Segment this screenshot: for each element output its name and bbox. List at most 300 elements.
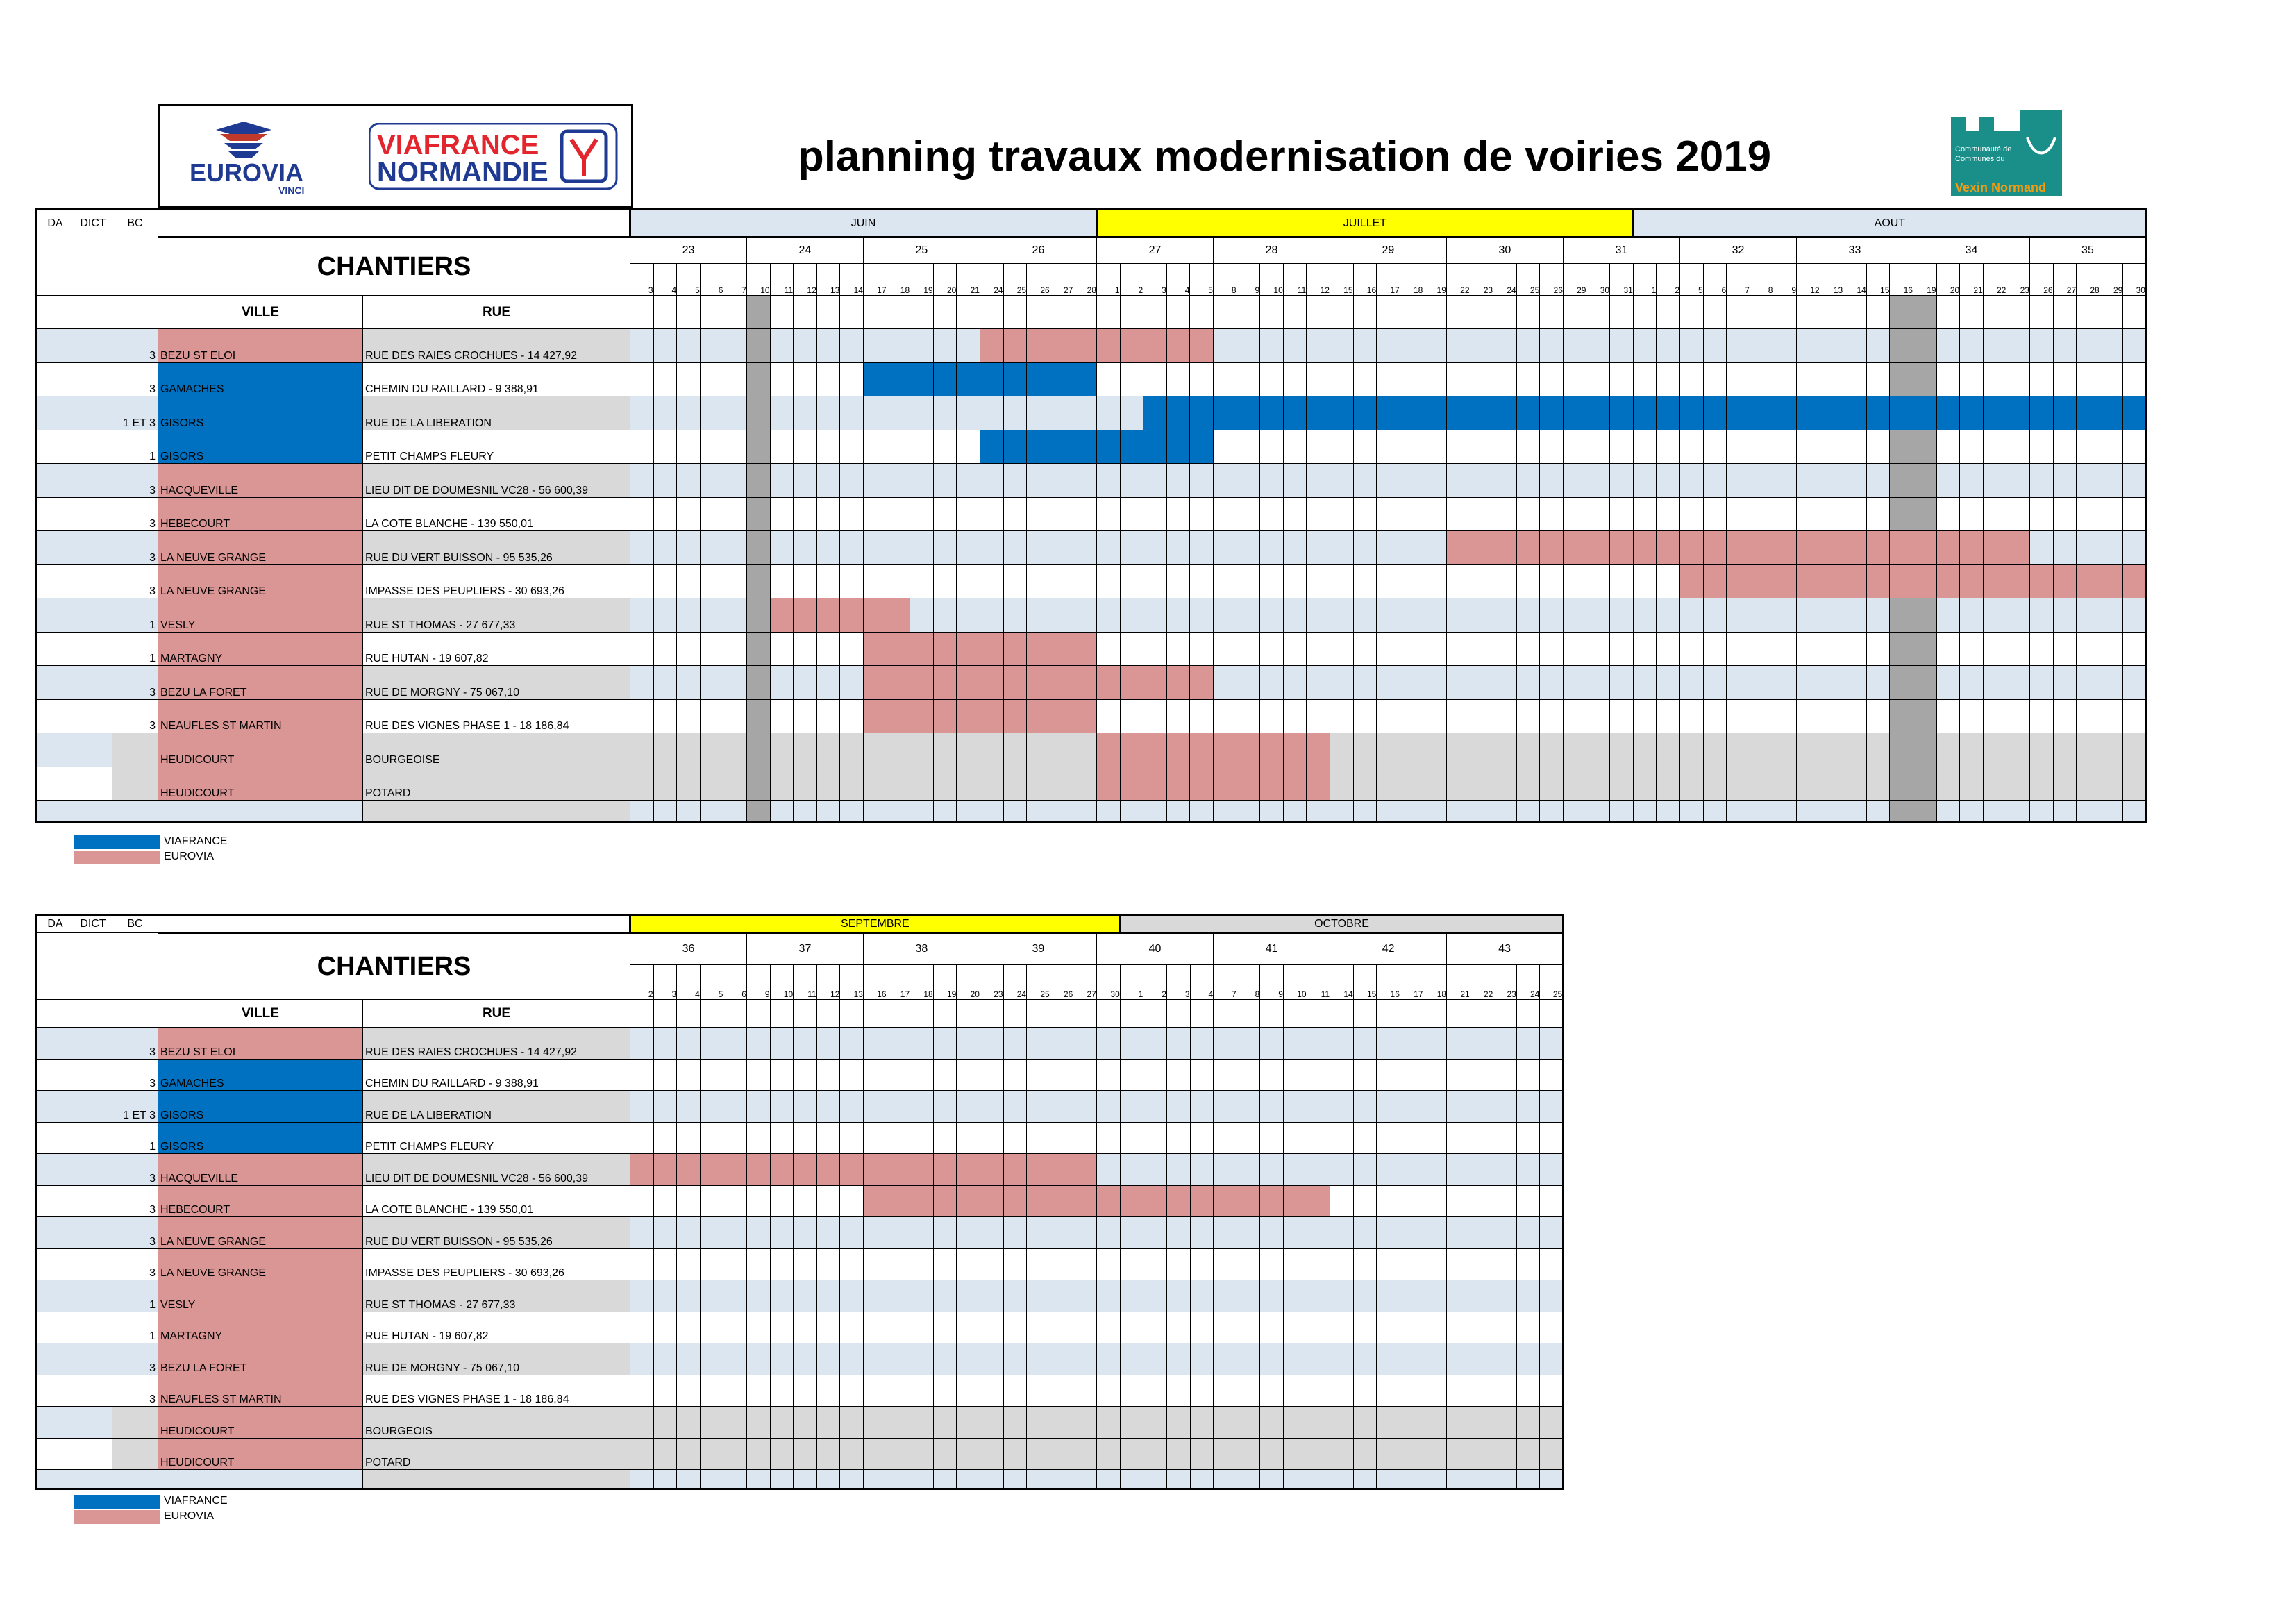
day-cell	[1913, 296, 1936, 329]
rue-cell: RUE DU VERT BUISSON - 95 535,26	[363, 531, 630, 565]
schedule-cell	[1027, 362, 1050, 396]
schedule-cell	[746, 1059, 770, 1091]
schedule-cell	[794, 564, 817, 598]
schedule-cell	[1680, 329, 1704, 363]
day-number: 8	[1237, 965, 1260, 1000]
schedule-cell	[1586, 396, 1610, 430]
schedule-cell	[1470, 1470, 1493, 1489]
schedule-cell	[816, 1122, 840, 1154]
schedule-cell	[1516, 699, 1540, 733]
schedule-cell	[1283, 1407, 1307, 1439]
schedule-cell	[1493, 497, 1517, 531]
day-cell	[1540, 296, 1564, 329]
schedule-cell	[1096, 1154, 1120, 1186]
day-cell	[653, 1000, 677, 1028]
schedule-cell	[1913, 666, 1936, 700]
schedule-cell	[1353, 396, 1377, 430]
schedule-cell	[2029, 464, 2053, 498]
schedule-cell	[980, 1154, 1003, 1186]
schedule-cell	[1727, 767, 1750, 801]
schedule-cell	[2077, 362, 2100, 396]
header-empty	[112, 237, 158, 296]
schedule-cell	[1073, 1154, 1097, 1186]
schedule-cell	[700, 564, 723, 598]
site-row	[36, 666, 2147, 700]
schedule-cell	[1190, 1185, 1214, 1217]
schedule-cell	[1283, 396, 1307, 430]
schedule-cell	[2006, 430, 2030, 464]
schedule-cell	[630, 1343, 654, 1375]
schedule-cell	[1866, 632, 1890, 666]
schedule-cell	[1493, 1217, 1517, 1249]
schedule-cell	[980, 801, 1003, 822]
schedule-cell	[1423, 801, 1447, 822]
schedule-cell	[1586, 666, 1610, 700]
schedule-cell	[1470, 632, 1493, 666]
schedule-cell	[770, 1375, 794, 1407]
schedule-cell	[1027, 329, 1050, 363]
schedule-cell	[1703, 699, 1727, 733]
cc-line3: Vexin Normand	[1955, 181, 2047, 194]
schedule-cell	[1050, 1438, 1073, 1470]
eurovia-stack-icon	[216, 122, 271, 158]
schedule-cell	[746, 598, 770, 633]
schedule-cell	[746, 1375, 770, 1407]
schedule-cell	[1493, 329, 1517, 363]
schedule-cell	[1307, 1407, 1330, 1439]
schedule-cell	[816, 1059, 840, 1091]
schedule-cell	[1447, 1217, 1470, 1249]
schedule-cell	[1283, 329, 1307, 363]
ville-cell: MARTAGNY	[158, 1312, 363, 1343]
day-number: 27	[2053, 264, 2077, 296]
day-number: 29	[2100, 264, 2123, 296]
schedule-cell	[1120, 396, 1143, 430]
schedule-cell	[723, 666, 747, 700]
schedule-cell	[1166, 699, 1190, 733]
schedule-cell	[1377, 531, 1400, 565]
schedule-cell	[1283, 564, 1307, 598]
schedule-cell	[2100, 531, 2123, 565]
schedule-cell	[1353, 1248, 1377, 1280]
schedule-cell	[1283, 1154, 1307, 1186]
schedule-cell	[630, 1059, 654, 1091]
schedule-cell	[1936, 497, 1960, 531]
viafrance-wordmark: VIAFRANCE	[377, 130, 539, 160]
schedule-cell	[2077, 464, 2100, 498]
schedule-cell	[1143, 1343, 1167, 1375]
day-cell	[1540, 1000, 1564, 1028]
rue-cell: RUE DE LA LIBERATION	[363, 396, 630, 430]
da-cell	[36, 1091, 74, 1123]
schedule-cell	[1586, 362, 1610, 396]
schedule-cell	[794, 632, 817, 666]
schedule-cell	[933, 497, 957, 531]
schedule-cell	[1307, 733, 1330, 767]
day-cell	[723, 296, 747, 329]
day-number: 2	[1120, 264, 1143, 296]
schedule-cell	[1563, 801, 1586, 822]
schedule-cell	[1190, 1091, 1214, 1123]
schedule-cell	[957, 1185, 980, 1217]
legend-viafrance-label: VIAFRANCE	[164, 1495, 228, 1507]
schedule-cell	[653, 464, 677, 498]
schedule-cell	[1493, 1470, 1517, 1489]
schedule-cell	[1540, 1185, 1564, 1217]
schedule-cell	[746, 464, 770, 498]
day-cell	[1377, 296, 1400, 329]
day-number: 31	[1610, 264, 1634, 296]
schedule-cell	[677, 801, 701, 822]
schedule-cell	[1120, 1028, 1143, 1060]
schedule-cell	[1983, 801, 2006, 822]
schedule-cell	[910, 1312, 934, 1343]
schedule-cell	[1003, 767, 1027, 801]
schedule-cell	[1540, 1470, 1564, 1489]
schedule-cell	[1843, 632, 1867, 666]
day-cell	[910, 296, 934, 329]
schedule-cell	[1470, 1280, 1493, 1312]
schedule-cell	[1003, 497, 1027, 531]
schedule-cell	[1820, 531, 1843, 565]
schedule-cell	[1657, 396, 1680, 430]
schedule-cell	[1190, 699, 1214, 733]
schedule-cell	[910, 1470, 934, 1489]
schedule-cell	[1213, 632, 1237, 666]
schedule-cell	[1073, 531, 1097, 565]
schedule-cell	[1890, 497, 1913, 531]
schedule-cell	[980, 1091, 1003, 1123]
day-number: 14	[840, 264, 864, 296]
schedule-cell	[2123, 531, 2147, 565]
schedule-cell	[887, 598, 910, 633]
schedule-cell	[1143, 1407, 1167, 1439]
day-cell	[1680, 296, 1704, 329]
day-number: 22	[1983, 264, 2006, 296]
schedule-cell	[677, 464, 701, 498]
schedule-cell	[1214, 1059, 1237, 1091]
schedule-cell	[723, 1028, 747, 1060]
schedule-cell	[1890, 564, 1913, 598]
schedule-cell	[1050, 1312, 1073, 1343]
schedule-cell	[2053, 329, 2077, 363]
schedule-cell	[2077, 801, 2100, 822]
dict-cell	[74, 1375, 112, 1407]
schedule-cell	[933, 598, 957, 633]
schedule-cell	[2077, 430, 2100, 464]
schedule-cell	[1936, 396, 1960, 430]
ville-cell: GISORS	[158, 1122, 363, 1154]
schedule-cell	[653, 497, 677, 531]
schedule-cell	[816, 1343, 840, 1375]
dict-cell	[74, 1438, 112, 1470]
schedule-cell	[1120, 632, 1143, 666]
schedule-cell	[2077, 329, 2100, 363]
schedule-cell	[1563, 733, 1586, 767]
schedule-cell	[887, 396, 910, 430]
schedule-cell	[1260, 396, 1284, 430]
schedule-cell	[1050, 1122, 1073, 1154]
bc-cell: 3	[112, 1154, 158, 1186]
schedule-cell	[910, 1438, 934, 1470]
schedule-cell	[933, 1122, 957, 1154]
schedule-cell	[1983, 699, 2006, 733]
schedule-cell	[1330, 564, 1353, 598]
schedule-cell	[1190, 1312, 1214, 1343]
day-number: 14	[1843, 264, 1867, 296]
schedule-cell	[933, 1375, 957, 1407]
schedule-cell	[1260, 1122, 1284, 1154]
schedule-cell	[1190, 497, 1214, 531]
schedule-cell	[816, 666, 840, 700]
schedule-cell	[700, 329, 723, 363]
day-number: 6	[700, 264, 723, 296]
schedule-cell	[1400, 699, 1423, 733]
schedule-cell	[1330, 1248, 1354, 1280]
rue-cell: CHEMIN DU RAILLARD - 9 388,91	[363, 362, 630, 396]
day-number: 2	[630, 965, 654, 1000]
schedule-cell	[2077, 632, 2100, 666]
day-number: 11	[770, 264, 794, 296]
schedule-cell	[863, 362, 887, 396]
day-cell	[1330, 296, 1353, 329]
schedule-cell	[910, 1375, 934, 1407]
schedule-cell	[1400, 1407, 1423, 1439]
schedule-cell	[2100, 666, 2123, 700]
schedule-cell	[1330, 1407, 1354, 1439]
schedule-cell	[1120, 1059, 1143, 1091]
day-cell	[1260, 1000, 1284, 1028]
schedule-cell	[1050, 1185, 1073, 1217]
bc-cell: 1	[112, 632, 158, 666]
schedule-cell	[957, 1280, 980, 1312]
schedule-cell	[1003, 1154, 1027, 1186]
schedule-cell	[1960, 564, 1984, 598]
schedule-cell	[957, 1438, 980, 1470]
schedule-cell	[1703, 531, 1727, 565]
schedule-cell	[1260, 598, 1284, 633]
schedule-cell	[840, 733, 864, 767]
schedule-cell	[1353, 464, 1377, 498]
schedule-cell	[1913, 396, 1936, 430]
schedule-cell	[1330, 362, 1353, 396]
header-empty	[112, 296, 158, 329]
schedule-cell	[1073, 767, 1097, 801]
week-number: 28	[1213, 237, 1330, 264]
schedule-cell	[887, 767, 910, 801]
schedule-cell	[957, 396, 980, 430]
dict-cell	[74, 430, 112, 464]
schedule-cell	[1657, 430, 1680, 464]
schedule-cell	[1260, 767, 1284, 801]
schedule-cell	[1913, 699, 1936, 733]
schedule-cell	[840, 1343, 864, 1375]
schedule-cell	[1866, 733, 1890, 767]
ville-cell: HEUDICOURT	[158, 1407, 363, 1439]
schedule-cell	[1214, 1028, 1237, 1060]
schedule-cell	[1073, 396, 1097, 430]
schedule-cell	[1166, 464, 1190, 498]
day-cell	[1703, 296, 1727, 329]
schedule-cell	[1003, 531, 1027, 565]
schedule-cell	[1190, 1343, 1214, 1375]
day-number: 27	[1073, 965, 1097, 1000]
ville-cell: GAMACHES	[158, 362, 363, 396]
schedule-cell	[1540, 396, 1564, 430]
schedule-cell	[1586, 329, 1610, 363]
schedule-cell	[1143, 329, 1167, 363]
schedule-cell	[2006, 531, 2030, 565]
schedule-cell	[1073, 1028, 1097, 1060]
schedule-cell	[1377, 564, 1400, 598]
schedule-cell	[1516, 497, 1540, 531]
schedule-cell	[1027, 801, 1050, 822]
schedule-cell	[1377, 1407, 1400, 1439]
schedule-cell	[957, 564, 980, 598]
day-number: 18	[887, 264, 910, 296]
schedule-cell	[1516, 1375, 1540, 1407]
schedule-cell	[1586, 733, 1610, 767]
schedule-cell	[1447, 1470, 1470, 1489]
schedule-cell	[1680, 430, 1704, 464]
schedule-cell	[1633, 497, 1657, 531]
schedule-cell	[630, 1407, 654, 1439]
schedule-cell	[1960, 396, 1984, 430]
schedule-cell	[1516, 1122, 1540, 1154]
vinci-wordmark: VINCI	[278, 185, 305, 196]
schedule-cell	[933, 1312, 957, 1343]
schedule-cell	[980, 666, 1003, 700]
schedule-cell	[630, 564, 654, 598]
schedule-cell	[1377, 1059, 1400, 1091]
schedule-cell	[2100, 801, 2123, 822]
schedule-cell	[1166, 1438, 1190, 1470]
schedule-cell	[1237, 1470, 1260, 1489]
schedule-cell	[794, 1217, 817, 1249]
schedule-cell	[1377, 767, 1400, 801]
schedule-cell	[1260, 329, 1284, 363]
schedule-cell	[1353, 1470, 1377, 1489]
schedule-cell	[1703, 801, 1727, 822]
planning-table-summer	[35, 208, 2147, 823]
schedule-cell	[863, 1375, 887, 1407]
schedule-cell	[1330, 733, 1353, 767]
schedule-cell	[1283, 598, 1307, 633]
day-number: 28	[1073, 264, 1097, 296]
header-empty	[74, 933, 112, 1000]
schedule-cell	[1400, 1280, 1423, 1312]
schedule-cell	[1913, 362, 1936, 396]
day-cell	[933, 1000, 957, 1028]
day-number: 12	[816, 965, 840, 1000]
schedule-cell	[1540, 733, 1564, 767]
schedule-cell	[933, 1470, 957, 1489]
schedule-cell	[1493, 1438, 1517, 1470]
schedule-cell	[1096, 1438, 1120, 1470]
schedule-cell	[840, 362, 864, 396]
day-cell	[1563, 296, 1586, 329]
schedule-cell	[1377, 801, 1400, 822]
schedule-cell	[1446, 430, 1470, 464]
schedule-cell	[1283, 1312, 1307, 1343]
schedule-cell	[1283, 632, 1307, 666]
schedule-cell	[1073, 1248, 1097, 1280]
schedule-cell	[2053, 699, 2077, 733]
ville-cell: HACQUEVILLE	[158, 464, 363, 498]
schedule-cell	[910, 699, 934, 733]
schedule-cell	[630, 464, 654, 498]
schedule-cell	[1610, 362, 1634, 396]
day-cell	[700, 296, 723, 329]
bc-cell: 3	[112, 699, 158, 733]
schedule-cell	[1470, 531, 1493, 565]
schedule-cell	[1214, 1217, 1237, 1249]
schedule-cell	[840, 1438, 864, 1470]
day-cell	[746, 1000, 770, 1028]
schedule-cell	[1913, 801, 1936, 822]
schedule-cell	[1050, 598, 1073, 633]
schedule-cell	[1516, 564, 1540, 598]
schedule-cell	[1657, 767, 1680, 801]
schedule-cell	[957, 666, 980, 700]
schedule-cell	[1516, 430, 1540, 464]
schedule-cell	[1750, 396, 1773, 430]
schedule-cell	[746, 1028, 770, 1060]
schedule-cell	[1983, 598, 2006, 633]
schedule-cell	[1423, 329, 1447, 363]
site-row	[36, 1438, 1564, 1470]
schedule-cell	[1027, 1470, 1050, 1489]
schedule-cell	[840, 1154, 864, 1186]
column-header-row	[36, 296, 2147, 329]
day-number: 17	[1377, 264, 1400, 296]
rue-header: RUE	[363, 1000, 630, 1028]
schedule-cell	[1680, 632, 1704, 666]
schedule-cell	[1470, 699, 1493, 733]
schedule-cell	[863, 1217, 887, 1249]
schedule-cell	[1773, 464, 1797, 498]
schedule-cell	[816, 1375, 840, 1407]
schedule-cell	[1470, 801, 1493, 822]
schedule-cell	[1190, 1248, 1214, 1280]
schedule-cell	[1027, 1438, 1050, 1470]
schedule-cell	[1540, 1091, 1564, 1123]
schedule-cell	[1447, 1407, 1470, 1439]
schedule-cell	[1027, 699, 1050, 733]
schedule-cell	[1960, 464, 1984, 498]
schedule-cell	[1143, 497, 1167, 531]
schedule-cell	[1563, 564, 1586, 598]
schedule-cell	[1143, 1185, 1167, 1217]
schedule-cell	[1400, 329, 1423, 363]
schedule-cell	[1843, 767, 1867, 801]
site-row	[36, 1312, 1564, 1343]
day-number: 24	[1516, 965, 1540, 1000]
day-cell	[1516, 296, 1540, 329]
schedule-cell	[723, 329, 747, 363]
schedule-cell	[1703, 396, 1727, 430]
schedule-cell	[2123, 666, 2147, 700]
schedule-cell	[770, 464, 794, 498]
schedule-cell	[1423, 1154, 1447, 1186]
schedule-cell	[1166, 1154, 1190, 1186]
schedule-cell	[1610, 733, 1634, 767]
day-number: 9	[746, 965, 770, 1000]
schedule-cell	[653, 1059, 677, 1091]
schedule-cell	[1727, 733, 1750, 767]
schedule-cell	[1657, 598, 1680, 633]
schedule-cell	[1633, 531, 1657, 565]
